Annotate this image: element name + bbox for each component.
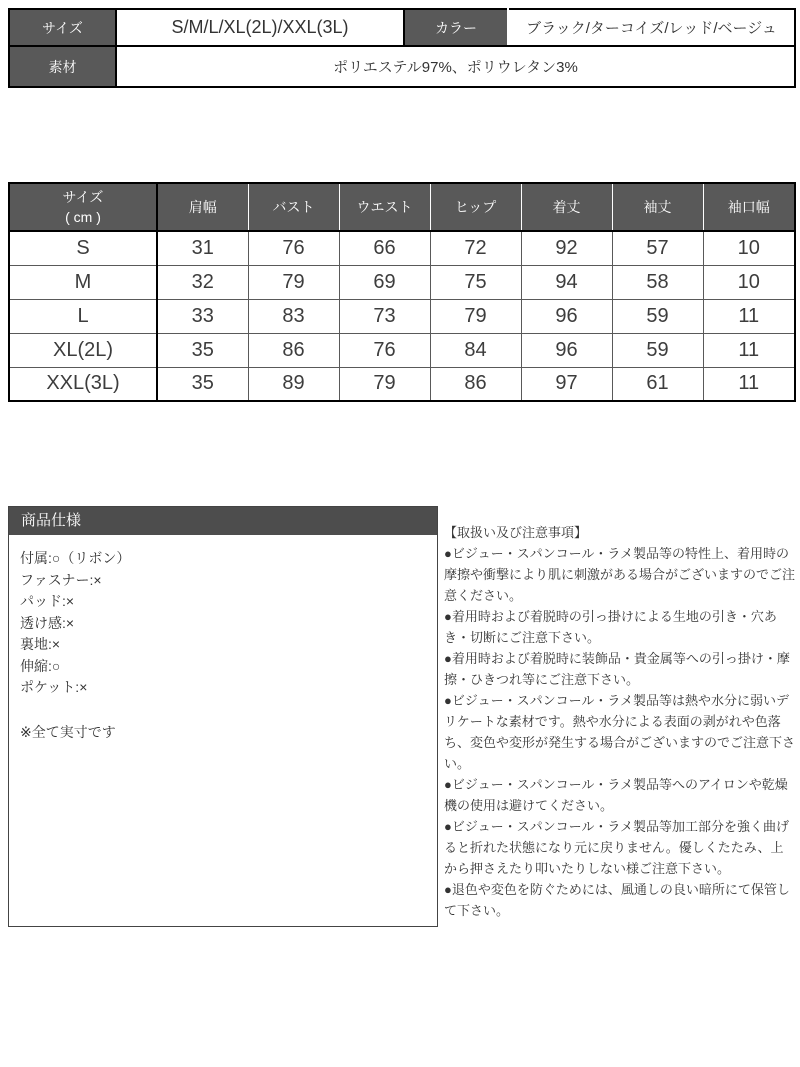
measurement-cell: 11 xyxy=(703,299,795,333)
measurement-cell: 86 xyxy=(430,367,521,401)
measurement-cell: 72 xyxy=(430,231,521,265)
measurement-cell: 79 xyxy=(339,367,430,401)
care-note-item: ●ビジュー・スパンコール・ラメ製品等加工部分を強く曲げると折れた状態になり元に戻りません。優しくたたみ、上から押さえたり叩いたりしない様ご注意下さい。 xyxy=(444,819,789,876)
table-row xyxy=(9,9,795,46)
spec-line: 付属:○（リボン） xyxy=(20,550,131,566)
measurement-cell: 86 xyxy=(248,333,339,367)
measurement-cell: 10 xyxy=(703,231,795,265)
spec-lines xyxy=(20,548,425,699)
care-note-item: ●退色や変色を防ぐためには、風通しの良い暗所にて保管して下さい。 xyxy=(444,882,790,918)
measurement-cell: 69 xyxy=(339,265,430,299)
size-chart-body xyxy=(9,231,795,401)
measurement-cell: 97 xyxy=(521,367,612,401)
measurement-cell: 76 xyxy=(248,231,339,265)
size-chart-header-row xyxy=(9,183,795,231)
product-spec-box xyxy=(8,506,438,927)
material-label-cell: 素材 xyxy=(9,46,116,87)
measurement-cell: 10 xyxy=(703,265,795,299)
size-label-cell: サイズ xyxy=(9,9,116,46)
size-name-cell: L xyxy=(9,299,157,333)
measurement-cell: 79 xyxy=(430,299,521,333)
measurement-cell: 58 xyxy=(612,265,703,299)
table-row xyxy=(9,265,795,299)
color-value-cell: ブラック/ターコイズ/レッド/ベージュ xyxy=(508,9,795,46)
material-value-cell: ポリエステル97%、ポリウレタン3% xyxy=(116,46,795,87)
measurement-cell: 35 xyxy=(157,333,248,367)
size-chart-table xyxy=(8,182,796,402)
size-unit-header xyxy=(9,183,157,231)
measurement-cell: 73 xyxy=(339,299,430,333)
spec-note: ※全て実寸です xyxy=(20,723,116,740)
measurement-cell: 83 xyxy=(248,299,339,333)
measurement-cell: 66 xyxy=(339,231,430,265)
size-unit-header-line2: ( cm ) xyxy=(65,209,101,225)
measurement-cell: 59 xyxy=(612,299,703,333)
column-header: 着丈 xyxy=(521,183,612,231)
size-name-cell: XL(2L) xyxy=(9,333,157,367)
spec-line: 透け感:× xyxy=(20,614,75,631)
measurement-cell: 96 xyxy=(521,299,612,333)
care-notes xyxy=(444,522,796,921)
care-note-item: ●ビジュー・スパンコール・ラメ製品等へのアイロンや乾燥機の使用は避けてください。 xyxy=(444,777,788,813)
spec-line: ポケット:× xyxy=(20,679,88,695)
care-notes-items xyxy=(444,543,796,921)
size-name-cell: M xyxy=(9,265,157,299)
table-row xyxy=(9,231,795,265)
measurement-cell: 94 xyxy=(521,265,612,299)
color-label-cell: カラー xyxy=(404,9,508,46)
column-header: 肩幅 xyxy=(157,183,248,231)
column-header: バスト xyxy=(248,183,339,231)
size-name-cell: S xyxy=(9,231,157,265)
care-note-item: ●ビジュー・スパンコール・ラメ製品等の特性上、着用時の摩擦や衝撃により肌に刺激がある場合がございますのでご注意ください。 xyxy=(444,546,796,603)
measurement-cell: 79 xyxy=(248,265,339,299)
spec-line: 伸縮:○ xyxy=(20,657,61,674)
measurement-cell: 57 xyxy=(612,231,703,265)
spec-line: 裏地:× xyxy=(20,636,61,652)
measurement-cell: 61 xyxy=(612,367,703,401)
spec-line: ファスナー:× xyxy=(20,571,102,588)
measurement-cell: 96 xyxy=(521,333,612,367)
column-header: 袖口幅 xyxy=(703,183,795,231)
table-row xyxy=(9,46,795,87)
measurement-cell: 11 xyxy=(703,367,795,401)
table-row xyxy=(9,333,795,367)
care-note-item: ●ビジュー・スパンコール・ラメ製品等は熱や水分に弱いデリケートな素材です。熱や水分による表面の剥がれや色落ち、変色や変形が発生する場合がございますのでご注意下さい。 xyxy=(444,693,796,771)
product-spec-title-bar: 商品仕様 xyxy=(9,507,437,535)
measurement-cell: 84 xyxy=(430,333,521,367)
size-name-cell: XXL(3L) xyxy=(9,367,157,401)
measurement-cell: 33 xyxy=(157,299,248,333)
care-notes-title: 【取扱い及び注意事項】 xyxy=(444,525,588,540)
table-row xyxy=(9,299,795,333)
care-note-item: ●着用時および着脱時の引っ掛けによる生地の引き・穴あき・切断にご注意下さい。 xyxy=(444,609,777,645)
product-info-table xyxy=(8,8,796,88)
measurement-cell: 76 xyxy=(339,333,430,367)
size-unit-header-line1: サイズ xyxy=(62,189,104,205)
care-note-item: ●着用時および着脱時に装飾品・貴金属等への引っ掛け・摩擦・ひきつれ等にご注意下さい。 xyxy=(444,651,790,687)
measurement-cell: 89 xyxy=(248,367,339,401)
measurement-cell: 59 xyxy=(612,333,703,367)
column-header: 袖丈 xyxy=(612,183,703,231)
column-header: ウエスト xyxy=(339,183,430,231)
spec-line: パッド:× xyxy=(20,593,75,609)
product-spec-content xyxy=(9,535,437,743)
column-header: ヒップ xyxy=(430,183,521,231)
measurement-cell: 35 xyxy=(157,367,248,401)
table-row xyxy=(9,367,795,401)
measurement-cell: 92 xyxy=(521,231,612,265)
measurement-cell: 11 xyxy=(703,333,795,367)
measurement-cell: 31 xyxy=(157,231,248,265)
measurement-cell: 32 xyxy=(157,265,248,299)
size-value-cell: S/M/L/XL(2L)/XXL(3L) xyxy=(116,9,404,46)
measurement-cell: 75 xyxy=(430,265,521,299)
